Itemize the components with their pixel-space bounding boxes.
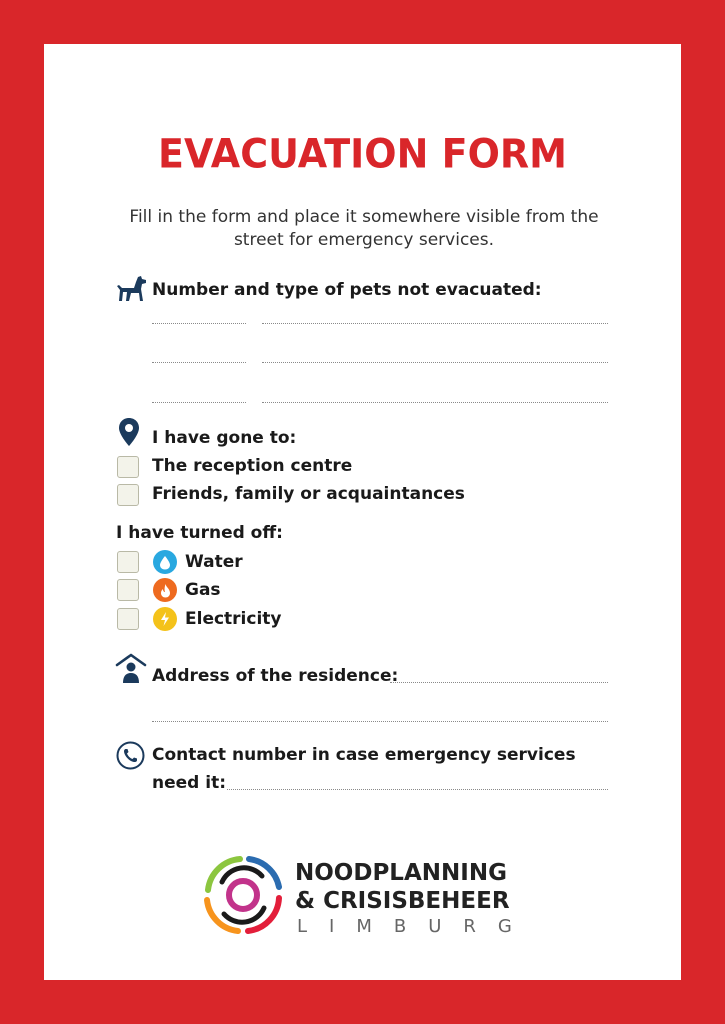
turned-off-label: I have turned off: — [116, 523, 283, 543]
form-sheet — [44, 44, 681, 980]
flame-icon — [153, 578, 177, 602]
pets-count-line-2[interactable] — [152, 362, 246, 363]
location-pin-icon — [118, 417, 140, 447]
organization-logo-mark — [202, 854, 284, 936]
option-reception-centre: The reception centre — [152, 456, 353, 476]
checkbox-gas[interactable] — [117, 579, 139, 601]
address-line-2[interactable] — [152, 721, 608, 722]
pets-type-line-1[interactable] — [262, 323, 608, 324]
water-drop-icon — [153, 550, 177, 574]
contact-label-line1: Contact number in case emergency services — [152, 745, 576, 765]
lightning-icon — [153, 607, 177, 631]
address-label: Address of the residence: — [152, 666, 399, 686]
checkbox-friends-family[interactable] — [117, 484, 139, 506]
address-line-1[interactable] — [390, 682, 608, 683]
gone-label: I have gone to: — [152, 428, 297, 448]
pets-type-line-3[interactable] — [262, 402, 608, 403]
intro-text: Fill in the form and place it somewhere visible from the street for emergency services. — [129, 207, 599, 250]
checkbox-water[interactable] — [117, 551, 139, 573]
option-gas: Gas — [185, 580, 221, 600]
phone-icon — [116, 741, 145, 770]
logo-line-3: LIMBURG — [297, 916, 534, 937]
option-water: Water — [185, 552, 243, 572]
logo-line-1: NOODPLANNING — [295, 860, 507, 886]
pets-count-line-3[interactable] — [152, 402, 246, 403]
option-friends-family: Friends, family or acquaintances — [152, 484, 465, 504]
checkbox-reception-centre[interactable] — [117, 456, 139, 478]
checkbox-electricity[interactable] — [117, 608, 139, 630]
contact-number-line[interactable] — [227, 789, 608, 790]
pets-count-line-1[interactable] — [152, 323, 246, 324]
dog-icon — [116, 273, 150, 307]
house-person-icon — [115, 652, 147, 684]
form-title: EVACUATION FORM — [158, 130, 567, 178]
contact-label-line2: need it: — [152, 773, 227, 793]
option-electricity: Electricity — [185, 609, 282, 629]
pets-label: Number and type of pets not evacuated: — [152, 280, 542, 300]
pets-type-line-2[interactable] — [262, 362, 608, 363]
logo-line-2: & CRISISBEHEER — [295, 888, 510, 914]
